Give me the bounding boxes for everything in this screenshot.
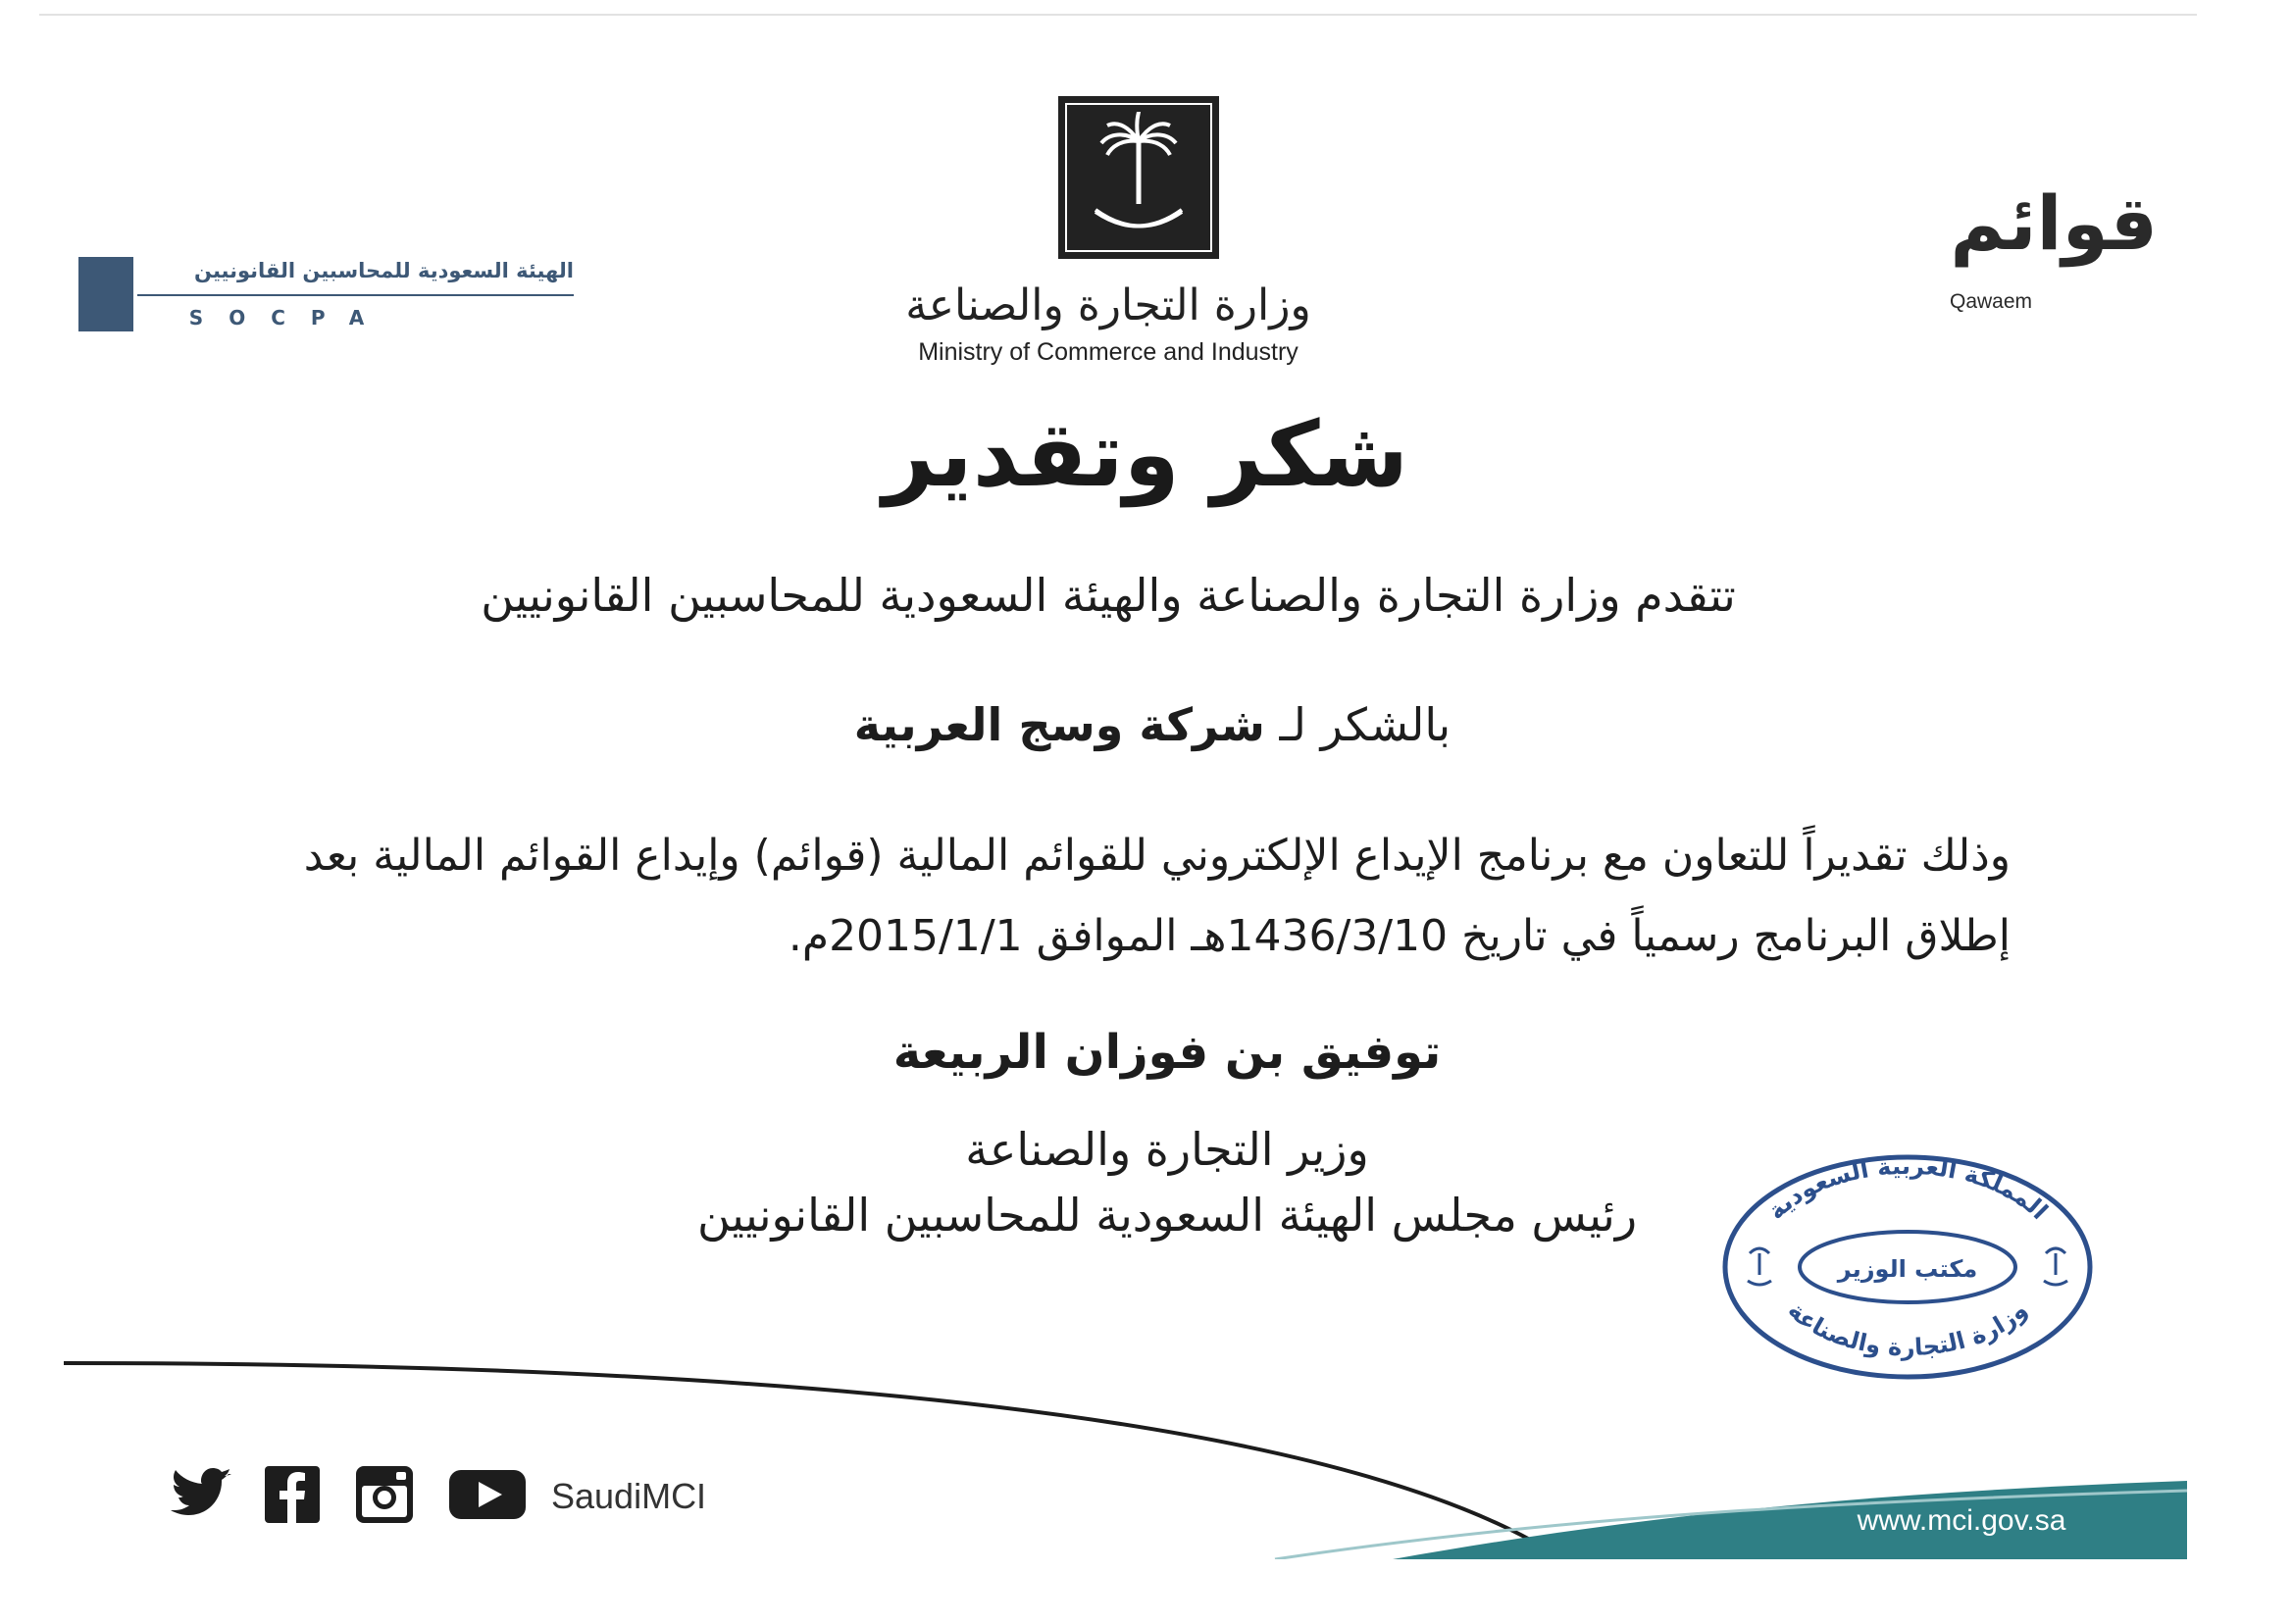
qawaem-logo-arabic: قوائم: [1950, 179, 2158, 267]
thanks-prefix: بالشكر لـ: [1279, 698, 1452, 751]
top-rule: [39, 14, 2197, 16]
ministry-english-name: Ministry of Commerce and Industry: [918, 338, 1299, 366]
thanks-line: [530, 698, 1775, 751]
ministry-emblem-icon: [1056, 94, 1221, 261]
stamp-bottom-text: وزارة التجارة والصناعة: [1782, 1295, 2033, 1362]
socpa-logo-mark: [78, 257, 133, 331]
svg-text:المملكة العربية السعودية: [1762, 1152, 2054, 1225]
stamp-emblem-right-icon: [2044, 1248, 2067, 1285]
social-handle[interactable]: SaudiMCI: [551, 1476, 707, 1516]
signer-name: توفيق بن فوزان الربيعة: [892, 1025, 1442, 1080]
signer-role-chairman: رئيس مجلس الهيئة السعودية للمحاسبين القانونيين: [696, 1189, 1638, 1242]
stamp-emblem-left-icon: [1748, 1248, 1771, 1285]
certificate-title: شكر وتقدير: [882, 402, 1409, 507]
signer-role-minister: وزير التجارة والصناعة: [965, 1123, 1369, 1176]
socpa-english-name: SOCPA: [188, 306, 390, 330]
company-name: شركة وسج العربية: [853, 698, 1265, 751]
socpa-arabic-name: الهيئة السعودية للمحاسبين القانونيين: [194, 259, 574, 282]
twitter-icon[interactable]: [169, 1464, 233, 1525]
ministry-arabic-name: وزارة التجارة والصناعة: [905, 280, 1311, 330]
socpa-divider: [137, 294, 574, 296]
body-paragraph: وذلك تقديراً للتعاون مع برنامج الإيداع الإلكتروني للقوائم المالية (قوائم) وإيداع القوائم المالية بعد إطلاق البرنامج رسمياً في تاريخ 1436/3/10هـ الموافق 2015/1/1م.: [303, 831, 2011, 961]
stamp-center-text: مكتب الوزير: [1837, 1255, 1978, 1283]
facebook-icon[interactable]: [263, 1464, 322, 1525]
qawaem-logo-english: Qawaem: [1949, 290, 2033, 313]
intro-line: تتقدم وزارة التجارة والصناعة والهيئة السعودية للمحاسبين القانونيين: [481, 569, 1736, 622]
stamp-top-text: المملكة العربية السعودية: [1761, 1151, 2054, 1226]
youtube-icon[interactable]: [447, 1464, 528, 1525]
instagram-icon[interactable]: [353, 1464, 416, 1525]
website-url[interactable]: www.mci.gov.sa: [1857, 1504, 2066, 1537]
